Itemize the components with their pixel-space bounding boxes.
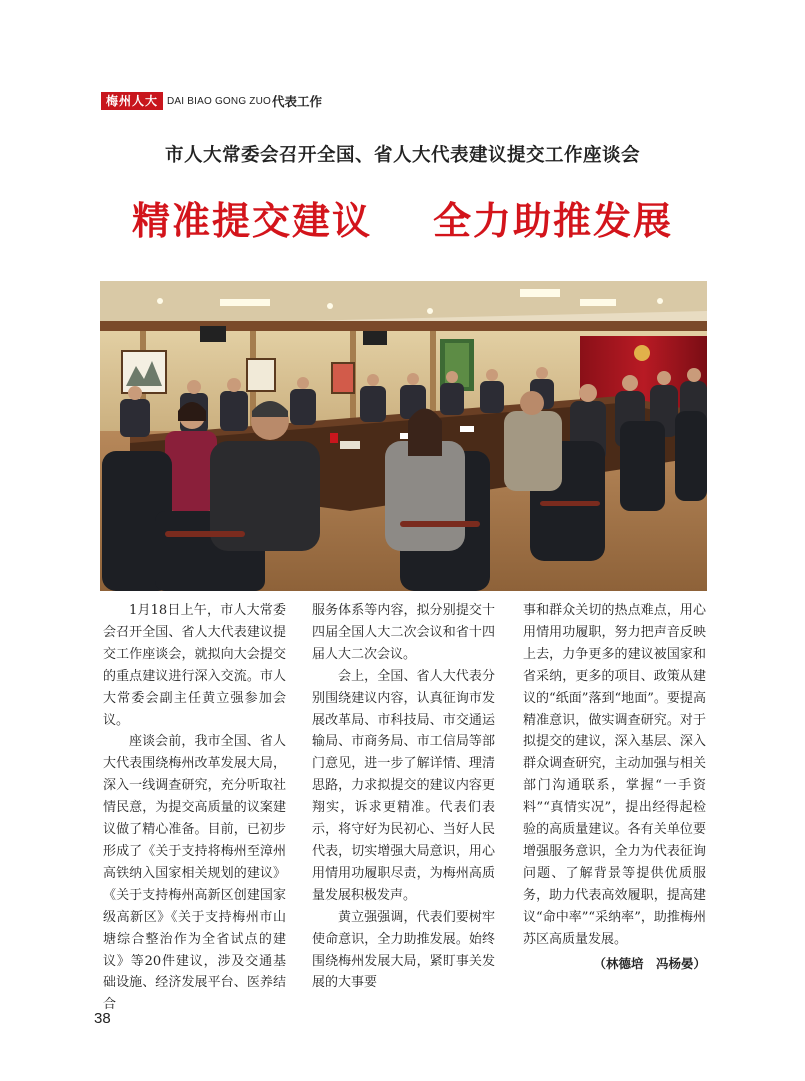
paragraph: 黄立强强调，代表们要树牢使命意识，全力助推发展。始终围绕梅州发展大局，紧盯事关发展的大事要 xyxy=(312,909,495,991)
text-column-3 xyxy=(523,600,706,974)
text-column-1 xyxy=(103,600,286,1016)
page-number: 38 xyxy=(94,1010,111,1027)
paragraph: 座谈会前，我市全国、省人大代表围绕梅州改革发展大局，深入一线调查研究，充分听取社情民意，为提交高质量的议案建议做了精心准备。目前，已初步形成了《关于支持将梅州至漳州高铁纳入国家相关规划的建议》《关于支持梅州高新区创建国家级高新区》《关于支持梅州市山塘综合整治作为全省试点的建议》等20件建议，涉及交通基础设施、经济发展平台、医养结合 xyxy=(103,734,286,1013)
paragraph: 会上，全国、省人大代表分别围绕建议内容，认真征询市发展改革局、市科技局、市交通运输局、市商务局、市工信局等部门意见，进一步了解详情、理清思路，力求拟提交的建议内容更翔实，诉求更精准。代表们表示，将守好为民初心、当好人民代表，切实增强大局意识，用心用情用功履职尽责，为梅州高质量发展积极发声。 xyxy=(312,668,495,903)
meeting-photo xyxy=(100,281,707,591)
brand-label: 梅州人大 xyxy=(101,92,163,110)
section-column-name: 代表工作 xyxy=(271,94,322,109)
paragraph: 服务体系等内容，拟分别提交十四届全国人大二次会议和省十四届人大二次会议。 xyxy=(312,603,495,662)
article-headline: 精准提交建议 全力助推发展 xyxy=(132,198,673,243)
section-pinyin: DAI BIAO GONG ZUO xyxy=(167,95,271,107)
text-column-2 xyxy=(312,600,495,994)
author-byline: （林德培 冯杨晏） xyxy=(593,955,706,971)
paragraph: 1月18日上午，市人大常委会召开全国、省人大代表建议提交工作座谈会，就拟向大会提交的重点建议进行深入交流。市人大常委会副主任黄立强参加会议。 xyxy=(103,603,286,728)
article-subtitle: 市人大常委会召开全国、省人大代表建议提交工作座谈会 xyxy=(164,145,640,166)
paragraph: 事和群众关切的热点难点，用心用情用功履职，努力把声音反映上去，力争更多的建议被国家和省采纳，更多的项目、政策从建议的“纸面”落到“地面”。要提高精准意识，做实调查研究。对于拟提交的建议，深入基层、深入群众调查研究，主动加强与相关部门沟通联系，掌握“一手资料”“真情实况”，提出经得起检验的高质量建议。各有关单位要增强服务意识，全力为代表征询问题、了解背景等提供优质服务，助力代表高效履职，提高建议“命中率”“采纳率”，助推梅州苏区高质量发展。 xyxy=(523,603,706,947)
section-header xyxy=(101,92,322,110)
